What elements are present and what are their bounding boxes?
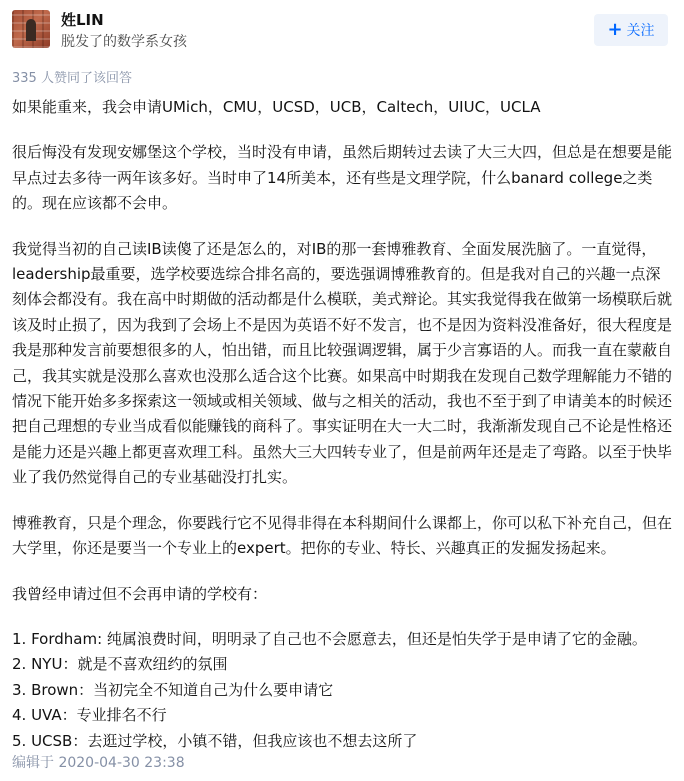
answer-paragraph: 很后悔没有发现安娜堡这个学校，当时没有申请，虽然后期转过去读了大三大四，但总是在想要是能早点过去多待一两年该多好。当时申了14所美本，还有些是文理学院，什么banard college之类的。现在应该都不会申。	[12, 143, 673, 213]
answer-paragraph: 博雅教育，只是个理念，你要践行它不见得非得在本科期间什么课都上，你可以私下补充自己，但在大学里，你还是要当一个专业上的expert。把你的专业、特长、兴趣真正的发掘发扬起来。	[12, 513, 673, 558]
list-item: 5. UCSB：去逛过学校，小镇不错，但我应该也不想去这所了	[12, 731, 418, 750]
author-avatar[interactable]	[12, 10, 50, 48]
answer-content	[12, 95, 674, 754]
follow-label: 关注	[626, 23, 655, 39]
follow-button[interactable]	[594, 14, 668, 46]
edited-timestamp[interactable]: 编辑于 2020-04-30 23:38	[12, 755, 185, 771]
list-item: 1. Fordham: 纯属浪费时间，明明录了自己也不会愿意去，但还是怕失学于是申请了它的金融。	[12, 629, 647, 648]
list-item: 3. Brown：当初完全不知道自己为什么要申请它	[12, 680, 334, 699]
list-item: 4. UVA：专业排名不行	[12, 706, 167, 725]
vote-count[interactable]: 335 人赞同了该回答	[12, 71, 132, 86]
list-item: 2. NYU：就是不喜欢纽约的氛围	[12, 655, 228, 674]
answer-paragraph: 我曾经申请过但不会再申请的学校有：	[12, 584, 268, 603]
answer-paragraph: 如果能重来，我会申请UMich，CMU，UCSD，UCB，Caltech，UIUC，UCLA	[12, 98, 541, 116]
plus-icon: +	[607, 19, 623, 40]
author-name[interactable]: 姓LIN	[61, 11, 104, 29]
answer-paragraph: 我觉得当初的自己读IB读傻了还是怎么的，对IB的那一套博雅教育、全面发展洗脑了。一直觉得，leadership最重要，选学校要选综合排名高的，要选强调博雅教育的。但是我对自己的兴趣一点深刻体会都没有。我在高中时期做的活动都是什么模联，美式辩论。其实我觉得我在做第一场模联后就该及时止损了，因为我到了会场上不是因为英语不好不发言，也不是因为资料没准备好，很大程度是我是那种发言前要想很多的人，怕出错，而且比较强调逻辑，属于少言寡语的人。而我一直在蒙蔽自己，我其实就是没那么喜欢也没那么适合这个比赛。如果高中时期我在发现自己数学理解能力不错的情况下能开始多多探索这一领域或相关领域、做与之相关的活动，我也不至于到了申请美本的时候还把自己理想的专业当成看似能赚钱的商科了。事实证明在大一大二时，我渐渐发现自己不论是性格还是能力还是兴趣上都更喜欢理工科。虽然大三大四转专业了，但是前两年还是走了弯路。以至于快毕业了我仍然觉得自己的专业基础没打扎实。	[12, 239, 673, 487]
author-bio: 脱发了的数学系女孩	[61, 34, 187, 50]
avatar-window	[26, 19, 36, 41]
